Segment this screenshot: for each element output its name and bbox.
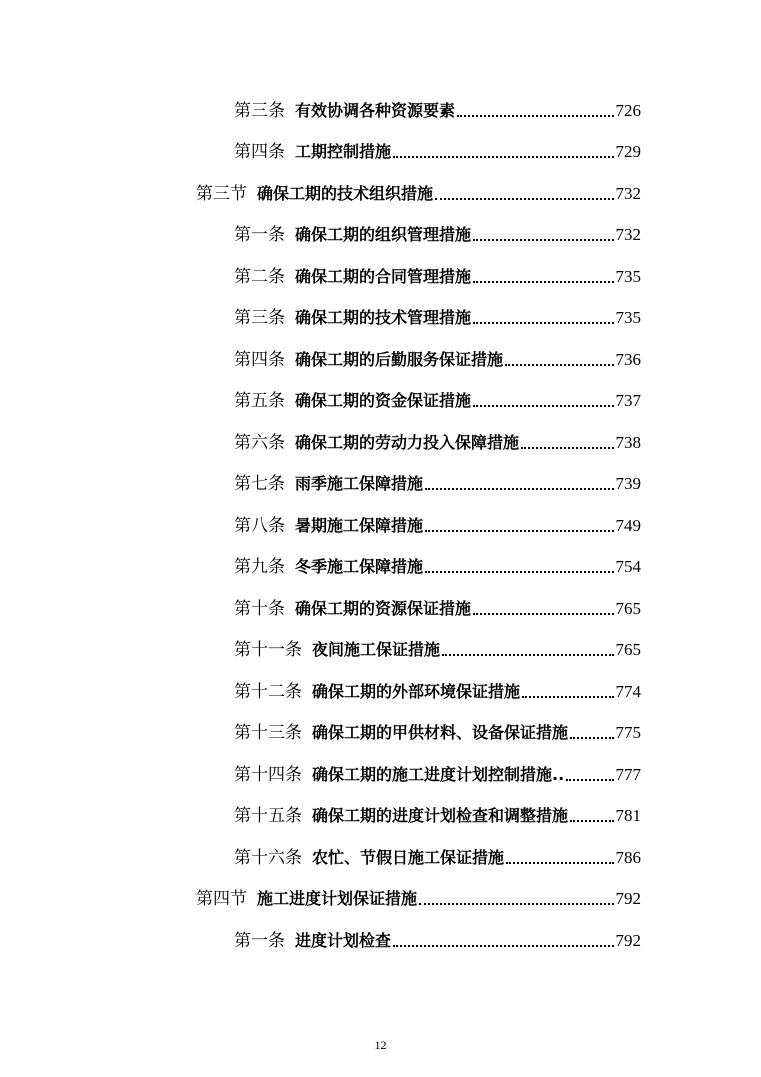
toc-leader-dots: [522, 692, 613, 698]
toc-entry-title: 确保工期的后勤服务保证措施: [295, 350, 504, 369]
page-number: 12: [374, 1038, 387, 1052]
toc-entry-title: 确保工期的组织管理措施: [295, 225, 472, 244]
toc-entry-number: 第一条: [234, 931, 285, 951]
toc-entry-section[interactable]: [196, 882, 641, 910]
toc-entry-page: 732: [615, 225, 641, 244]
toc-entry-page: 754: [615, 557, 641, 576]
toc-leader-dots: [473, 235, 613, 241]
toc-entry-page: 749: [615, 516, 641, 535]
toc-entry-page: 781: [615, 806, 641, 825]
toc-entry-page: 739: [615, 474, 641, 493]
toc-entry-title: 暑期施工保障措施: [295, 516, 424, 535]
toc-leader-dots: [506, 858, 613, 864]
toc-entry-number: 第六条: [234, 433, 285, 453]
toc-entry[interactable]: [234, 799, 641, 827]
toc-entry-number: 第十五条: [234, 806, 302, 826]
toc-leader-dots: [473, 277, 613, 283]
toc-leader-dots: [425, 484, 613, 490]
toc-entry-page: 774: [615, 682, 641, 701]
toc-leader-dots: [393, 941, 613, 947]
toc-entry-page: 775: [615, 723, 641, 742]
toc-entry-number: 第十四条: [234, 765, 302, 785]
toc-leader-dots: [566, 775, 613, 781]
toc-entry[interactable]: [234, 384, 641, 412]
toc-entry[interactable]: [234, 260, 641, 288]
toc-entry-number: 第十二条: [234, 682, 302, 702]
toc-leader-dots: [457, 111, 613, 117]
toc-entry[interactable]: [234, 467, 641, 495]
toc-entry-page: 738: [615, 433, 641, 452]
toc-entry[interactable]: [234, 633, 641, 661]
toc-entry-page: 792: [615, 889, 641, 908]
toc-entry-number: 第十三条: [234, 723, 302, 743]
toc-entry[interactable]: [234, 135, 641, 163]
toc-entry-page: 765: [615, 640, 641, 659]
toc-leader-dots: [425, 567, 613, 573]
toc-leader-dots: [473, 609, 613, 615]
toc-entry[interactable]: [234, 301, 641, 329]
toc-entry-title: 进度计划检查: [295, 931, 392, 950]
toc-entry-number: 第九条: [234, 557, 285, 577]
toc-entry-section[interactable]: [196, 177, 641, 205]
toc-entry-number: 第十条: [234, 599, 285, 619]
toc-entry-number: 第三条: [234, 308, 285, 328]
toc-entry-page: 735: [615, 267, 641, 286]
toc-leader-dots: [473, 401, 613, 407]
toc-leader-dots: [435, 194, 613, 200]
toc-entry[interactable]: [234, 343, 641, 371]
toc-entry-title: 确保工期的技术管理措施: [295, 308, 472, 327]
toc-entry[interactable]: [234, 675, 641, 703]
toc-entry-number: 第十一条: [234, 640, 302, 660]
toc-entry[interactable]: [234, 94, 641, 122]
toc-entry-number: 第二条: [234, 267, 285, 287]
toc-entry-number: 第四条: [234, 350, 285, 370]
toc-entry-title: 确保工期的资源保证措施: [295, 599, 472, 618]
toc-entry-number: 第四节: [196, 889, 247, 909]
toc-entry-number: 第四条: [234, 142, 285, 162]
toc-entry-number: 第七条: [234, 474, 285, 494]
toc-entry-page: 736: [615, 350, 641, 369]
toc-entry-page: 735: [615, 308, 641, 327]
toc-entry-page: 737: [615, 391, 641, 410]
toc-entry-number: 第三条: [234, 101, 285, 121]
toc-leader-dots: [393, 152, 613, 158]
toc-entry-number: 第一条: [234, 225, 285, 245]
toc-entry-number: 第十六条: [234, 848, 302, 868]
toc-entry-title: 确保工期的合同管理措施: [295, 267, 472, 286]
toc-entry[interactable]: [234, 592, 641, 620]
toc-entry-page: 726: [615, 101, 641, 120]
toc-entry-page: 792: [615, 931, 641, 950]
toc-entry-title: 确保工期的技术组织措施: [257, 184, 434, 203]
toc-leader-dots: [570, 816, 613, 822]
toc-entry-page: 777: [615, 765, 641, 784]
toc-leader-dots: [521, 443, 613, 449]
toc-entry-page: 729: [615, 142, 641, 161]
toc-leader-dots: [473, 318, 613, 324]
toc-entry[interactable]: [234, 550, 641, 578]
toc-entry-title: 有效协调各种资源要素: [295, 101, 456, 120]
toc-entry-title: 雨季施工保障措施: [295, 474, 424, 493]
toc-entry-title: 农忙、节假日施工保证措施: [312, 848, 505, 867]
toc-entry-title: 冬季施工保障措施: [295, 557, 424, 576]
toc-entry[interactable]: [234, 758, 641, 786]
toc-entry-title: 确保工期的资金保证措施: [295, 391, 472, 410]
toc-entry-title: 确保工期的施工进度计划控制措施..: [312, 765, 565, 784]
toc-entry-number: 第三节: [196, 184, 247, 204]
toc-entry-number: 第八条: [234, 516, 285, 536]
toc-entry-title: 确保工期的外部环境保证措施: [312, 682, 521, 701]
toc-entry-title: 工期控制措施: [295, 142, 392, 161]
toc-leader-dots: [419, 899, 613, 905]
toc-entry-title: 夜间施工保证措施: [312, 640, 441, 659]
toc-entry-page: 765: [615, 599, 641, 618]
toc-entry-title: 施工进度计划保证措施: [257, 889, 418, 908]
toc-leader-dots: [505, 360, 613, 366]
toc-entry-title: 确保工期的劳动力投入保障措施: [295, 433, 520, 452]
toc-entry[interactable]: [234, 716, 641, 744]
toc-entry[interactable]: [234, 509, 641, 537]
toc-entry[interactable]: [234, 426, 641, 454]
toc-entry-title: 确保工期的甲供材料、设备保证措施: [312, 723, 569, 742]
toc-leader-dots: [442, 650, 613, 656]
toc-entry[interactable]: [234, 841, 641, 869]
toc-entry[interactable]: [234, 218, 641, 246]
toc-entry-page: 732: [615, 184, 641, 203]
toc-entry[interactable]: [234, 924, 641, 952]
toc-entry-number: 第五条: [234, 391, 285, 411]
toc-leader-dots: [425, 526, 613, 532]
toc-entry-page: 786: [615, 848, 641, 867]
toc-entry-title: 确保工期的进度计划检查和调整措施: [312, 806, 569, 825]
toc-leader-dots: [570, 733, 613, 739]
